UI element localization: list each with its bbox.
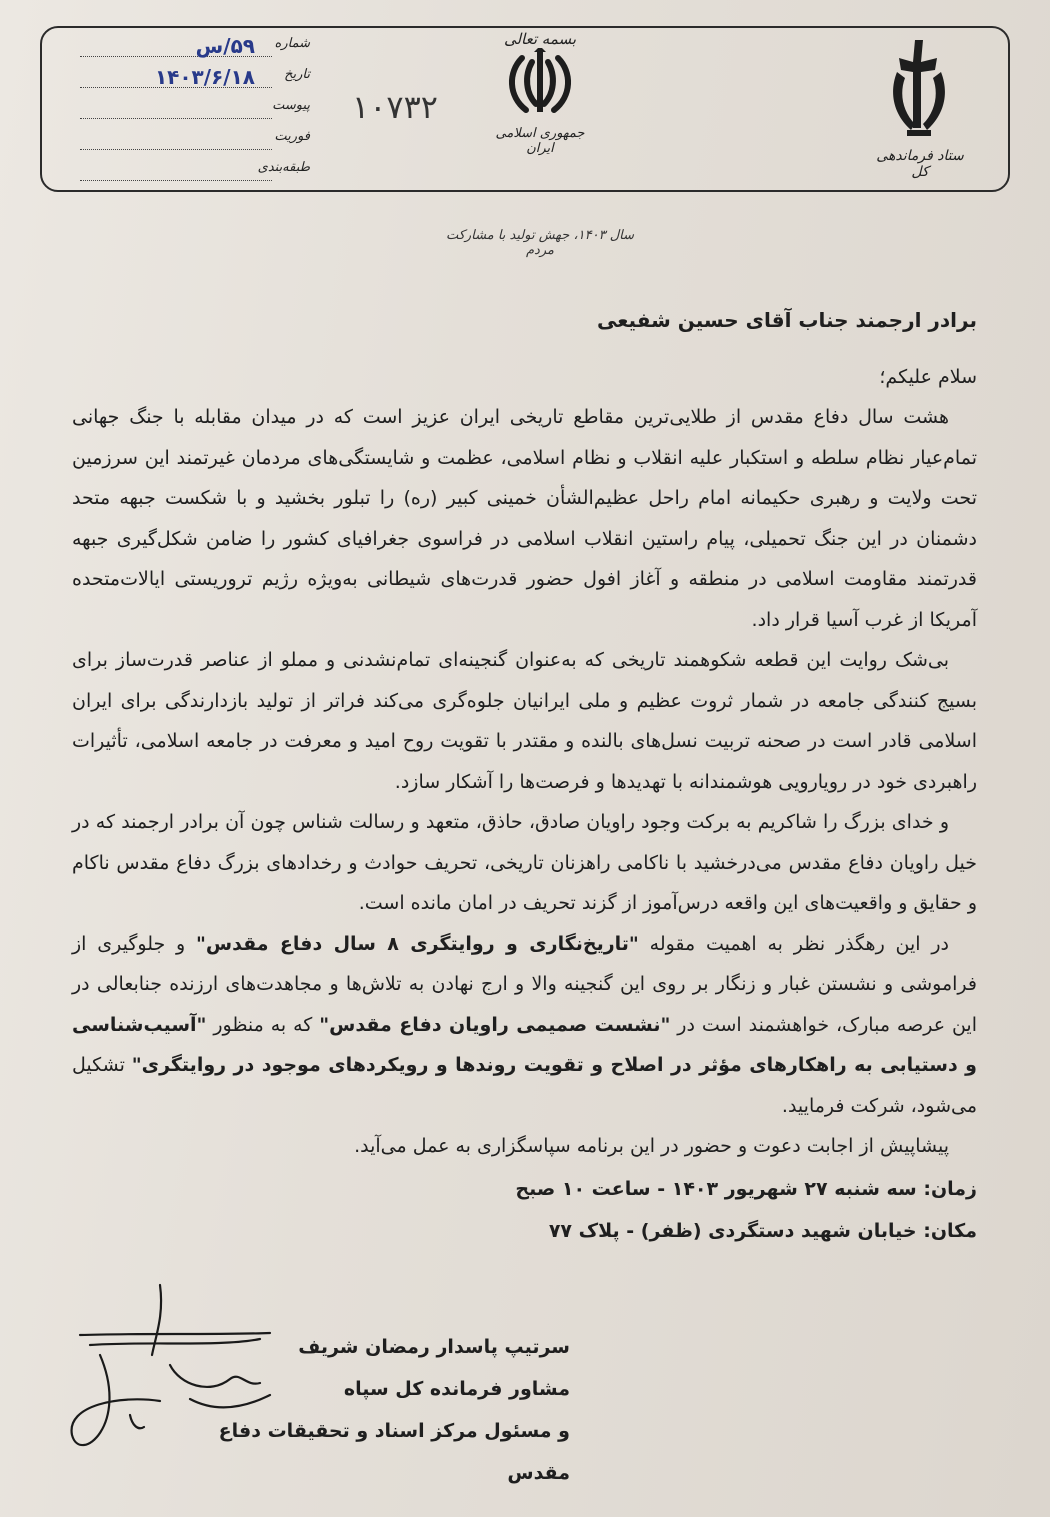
organization-emblem	[870, 32, 970, 182]
irgc-emblem-icon	[885, 32, 955, 142]
letter-body	[72, 300, 977, 1252]
salutation: برادر ارجمند جناب آقای حسین شفیعی	[597, 308, 977, 332]
paragraph-4-text: تشکیل می‌شود، شرکت فرمایید.	[72, 1054, 977, 1117]
organization-caption: ستاد فرماندهی کل	[876, 148, 964, 180]
emblem-top-text: بسمه تعالی	[503, 30, 577, 48]
national-emblem	[485, 30, 595, 170]
signer-title: مشاور فرمانده کل سپاه	[343, 1378, 570, 1400]
highlight-topic: "تاریخ‌نگاری و روایتگری ۸ سال دفاع مقدس"	[196, 932, 639, 955]
meta-row-urgency	[80, 125, 310, 156]
meta-label: طبقه‌بندی	[257, 160, 310, 175]
paragraph-4	[72, 924, 977, 1127]
meta-label: فوریت	[274, 129, 310, 144]
iran-emblem-icon	[500, 48, 580, 120]
paragraph-4-text: و جلوگیری از فراموشی و نشستن غبار و زنگار بر روی این گنجینه والا و ارج نهادن به تلاش‌ها و مجاهدت‌های ارزنده جنابعالی در این عرصه مبارک، خواهشمند است در	[72, 932, 977, 1036]
registration-number: ۱۰۷۳۲	[352, 88, 438, 126]
highlight-event: "نشست صمیمی راویان دفاع مقدس"	[319, 1013, 671, 1036]
meta-row-attachment	[80, 94, 310, 125]
paragraph-5: پیشاپیش از اجابت دعوت و حضور در این برنامه سپاسگزاری به عمل می‌آید.	[354, 1135, 949, 1157]
meeting-time: زمان: سه شنبه ۲۷ شهریور ۱۴۰۳ - ساعت ۱۰ صبح	[515, 1177, 977, 1200]
greeting: سلام علیکم؛	[879, 365, 977, 388]
meta-line	[80, 149, 272, 150]
signature-block	[150, 1326, 570, 1494]
signer-name: سرتیپ پاسدار رمضان شریف	[298, 1336, 570, 1358]
meta-value-date: ۱۴۰۳/۶/۱۸	[154, 65, 255, 89]
meta-line	[80, 118, 272, 119]
meta-row-classification	[80, 156, 310, 187]
meta-value-number: ۵۹/س	[195, 34, 255, 58]
meeting-place: مکان: خیابان شهید دستگردی (ظفر) - پلاک ۷۷	[548, 1220, 977, 1242]
meta-label: تاریخ	[284, 67, 310, 82]
meta-row-number	[80, 32, 310, 63]
meta-line	[80, 180, 272, 181]
year-slogan: سال ۱۴۰۳، جهش تولید با مشارکت مردم	[445, 228, 635, 258]
meta-label: پیوست	[272, 98, 310, 113]
paragraph-1: هشت سال دفاع مقدس از طلایی‌ترین مقاطع تاریخی ایران عزیز است که در میدان مقابله با جنگ جهانی تمام‌عیار نظام سلطه و استکبار علیه انقلاب و نظام اسلامی، عظمت و شایستگی‌های مردمان غیرتمند این سرزمین تحت ولایت و رهبری حکیمانه امام راحل عظیم‌الشأن خمینی کبیر (ره) را تبلور بخشید و با شکست جبهه متحد دشمنان در این جنگ تحمیلی، پیام راستین انقلاب اسلامی در فراسوی جغرافیای کشور را ضامن شکل‌گیری جبهه قدرتمند مقاومت اسلامی در منطقه و آغاز افول حضور قدرت‌های شیطانی به‌ویژه رژیم تروریستی ایالات‌متحده آمریکا از غرب آسیا قرار داد.	[72, 406, 977, 631]
paragraph-3: و خدای بزرگ را شاکریم به برکت وجود راویان صادق، حاذق، متعهد و رسالت شناس چون آن برادر ارجمند که در خیل راویان دفاع مقدس می‌درخشید با ناکامی راهزنان تاریخی، تحریف حوادث و رخدادهای بزرگ دفاع مقدس ناکام و حقایق و واقعیت‌های این واقعه درس‌آموز از گزند تحریف در امان مانده است.	[72, 811, 977, 914]
signer-position: و مسئول مرکز اسناد و تحقیقات دفاع مقدس	[218, 1420, 570, 1484]
highlight-purpose: "آسیب‌شناسی و دستیابی به راهکارهای مؤثر در اصلاح و تقویت روندها و رویکردهای موجود در روایتگری"	[72, 1013, 977, 1076]
letter-meta-fields	[80, 32, 310, 187]
meta-label: شماره	[274, 36, 310, 51]
paragraph-4-text: در این رهگذر نظر به اهمیت مقوله	[638, 932, 949, 955]
meta-row-date	[80, 63, 310, 94]
paragraph-4-text: که به منظور	[206, 1013, 320, 1036]
emblem-bottom-text: جمهوری اسلامی ایران	[495, 126, 585, 156]
paragraph-2: بی‌شک روایت این قطعه شکوهمند تاریخی که به‌عنوان گنجینه‌ای تمام‌نشدنی و مملو از عناصر قدرت‌ساز برای بسیج کنندگی جامعه در شمار ثروت عظیم و ملی ایرانیان جلوه‌گری می‌کند فراتر از تولید بازدارندگی برای ایران اسلامی قادر است در صحنه تربیت نسل‌های بالنده و مقتدر با تقویت روح امید و معرفت در جامعه اسلامی، تأثیرات راهبردی خود در رویارویی هوشمندانه با تهدیدها و فرصت‌ها را آشکار سازد.	[72, 649, 977, 793]
